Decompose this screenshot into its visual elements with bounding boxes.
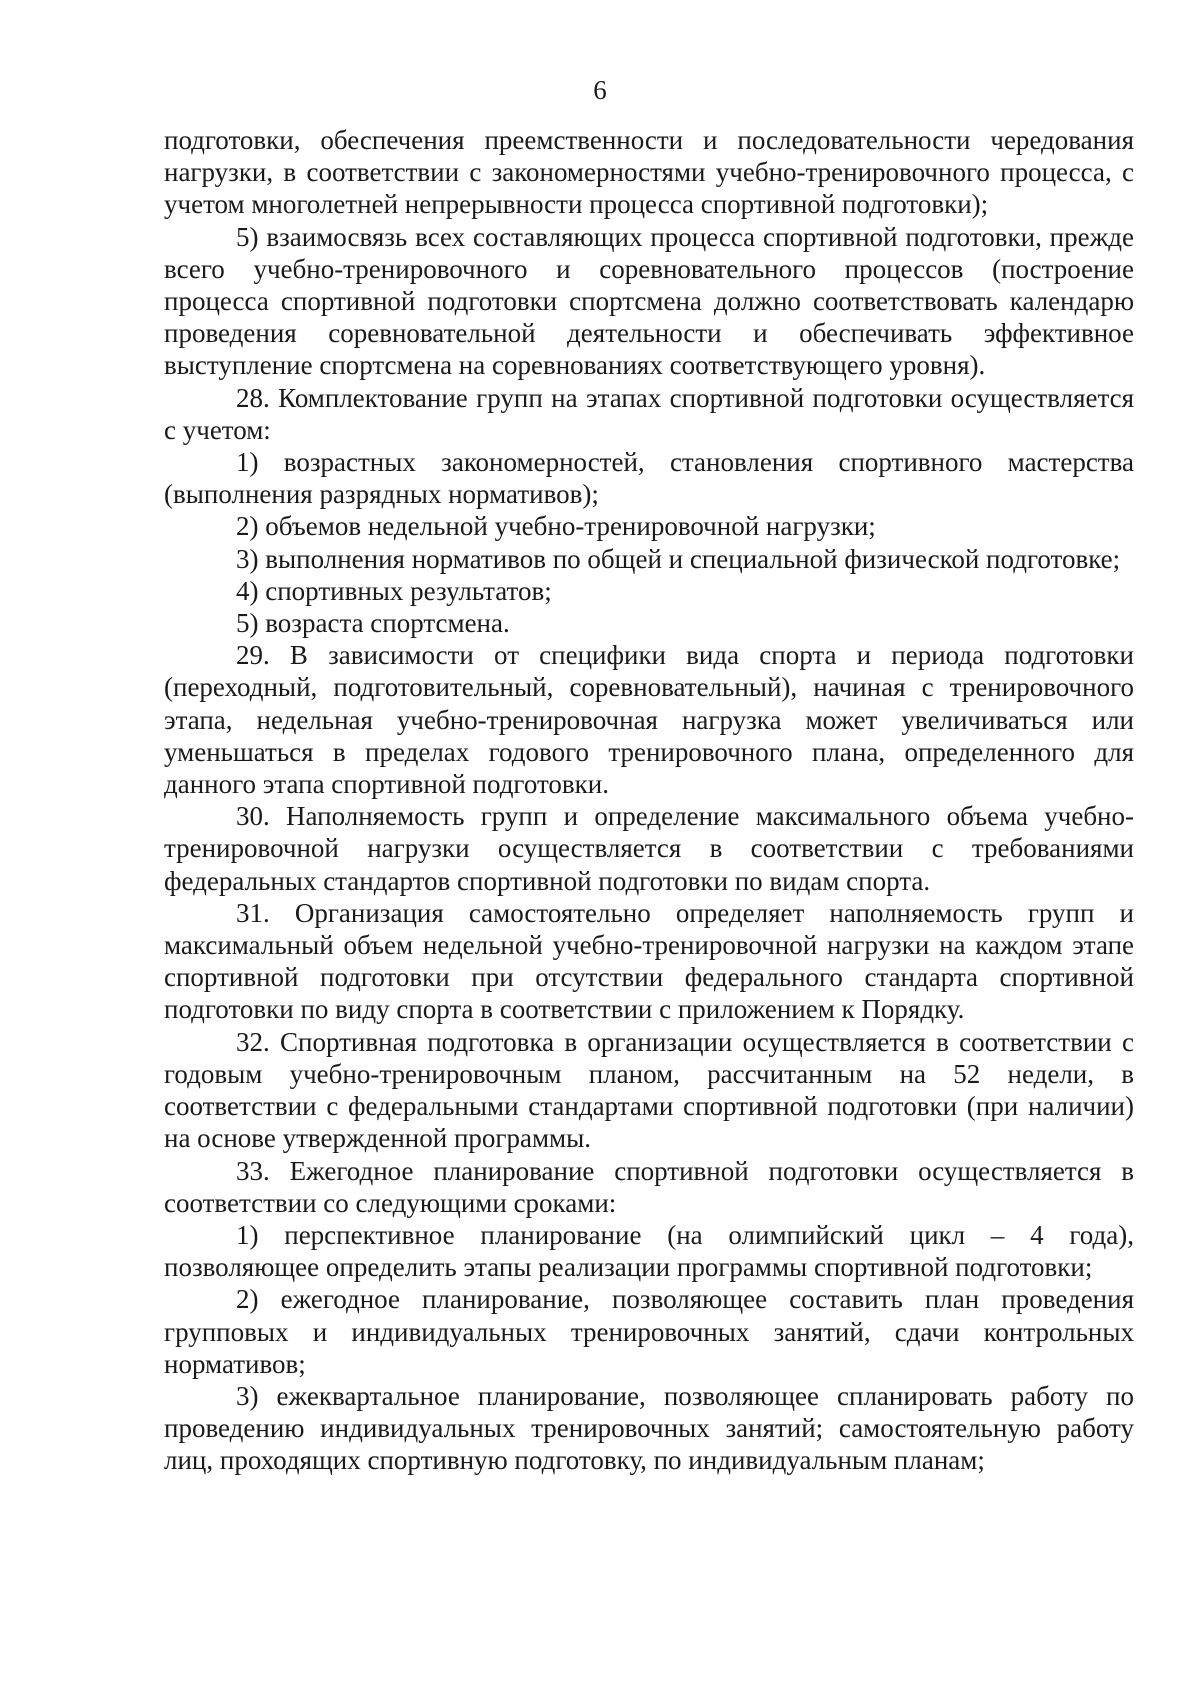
document-body — [164, 124, 1134, 1477]
paragraph-28-item-2: 2) объемов недельной учебно-тренировочной нагрузки; — [236, 511, 876, 542]
paragraph-continuation: подготовки, обеспечения преемственности и последовательности чередования нагрузки, в соответствии с закономерностями учебно-тренировочного процесса, с учетом многолетней непрерывности процесса спортивной подготовки); — [164, 125, 1134, 220]
paragraph-28-item-1: 1) возрастных закономерностей, становления спортивного мастерства (выполнения разрядных нормативов); — [164, 447, 1134, 510]
paragraph-31: 31. Организация самостоятельно определяет наполняемость групп и максимальный объем недельной учебно-тренировочной нагрузки на каждом этапе спортивной подготовки при отсутствии федерального стандарта спортивной подготовки по виду спорта в соответствии с приложением к Порядку. — [164, 897, 1134, 1025]
paragraph-28: 28. Комплектование групп на этапах спортивной подготовки осуществляется с учетом: — [164, 382, 1134, 445]
paragraph-33: 33. Ежегодное планирование спортивной подготовки осуществляется в соответствии со следующими сроками: — [164, 1155, 1134, 1218]
paragraph-32: 32. Спортивная подготовка в организации осуществляется в соответствии с годовым учебно-тренировочным планом, рассчитанным на 52 недели, в соответствии с федеральными стандартами спортивной подготовки (при наличии) на основе утвержденной программы. — [164, 1026, 1134, 1154]
paragraph-item-5-interrelation: 5) взаимосвязь всех составляющих процесса спортивной подготовки, прежде всего учебно-тренировочного и соревновательного процессов (построение процесса спортивной подготовки спортсмена должно соответствовать календарю проведения соревновательной деятельности и обеспечивать эффективное выступление спортсмена на соревнованиях соответствующего уровня). — [164, 221, 1134, 381]
paragraph-33-item-2: 2) ежегодное планирование, позволяющее составить план проведения групповых и индивидуальных тренировочных занятий, сдачи контрольных нормативов; — [164, 1284, 1134, 1379]
paragraph-28-item-5: 5) возраста спортсмена. — [236, 608, 510, 639]
paragraph-30: 30. Наполняемость групп и определение максимального объема учебно-тренировочной нагрузки осуществляется в соответствии с требованиями федеральных стандартов спортивной подготовки по видам спорта. — [164, 801, 1134, 896]
paragraph-28-item-3: 3) выполнения нормативов по общей и специальной физической подготовке; — [236, 543, 1121, 574]
paragraph-28-item-4: 4) спортивных результатов; — [236, 575, 552, 606]
paragraph-33-item-3: 3) ежеквартальное планирование, позволяющее спланировать работу по проведению индивидуальных тренировочных занятий; самостоятельную работу лиц, проходящих спортивную подготовку, по индивидуальным планам; — [164, 1380, 1134, 1476]
page-number: 6 — [593, 75, 607, 105]
paragraph-33-item-1: 1) перспективное планирование (на олимпийский цикл – 4 года), позволяющее определить этапы реализации программы спортивной подготовки; — [164, 1219, 1134, 1283]
paragraph-29: 29. В зависимости от специфики вида спорта и периода подготовки (переходный, подготовительный, соревновательный), начиная с тренировочного этапа, недельная учебно-тренировочная нагрузка может увеличиваться или уменьшаться в пределах годового тренировочного плана, определенного для данного этапа спортивной подготовки. — [164, 640, 1134, 800]
